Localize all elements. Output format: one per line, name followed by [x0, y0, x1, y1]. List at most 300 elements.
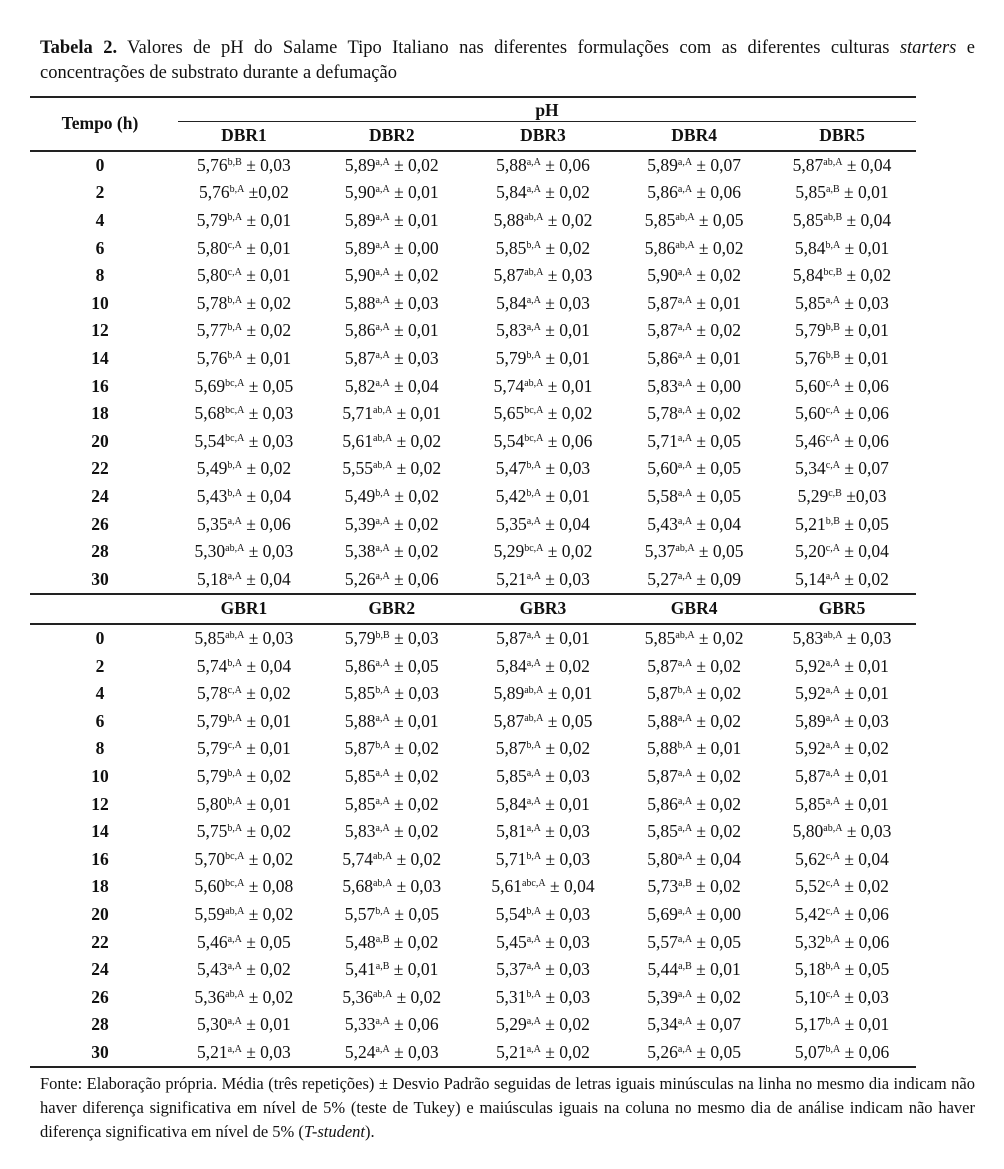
table-row	[30, 735, 916, 763]
ph-value-cell	[466, 845, 621, 873]
mean-value: 5,90	[344, 182, 376, 203]
significance-letters: b,A	[375, 488, 390, 500]
significance-letters: ab,A	[524, 712, 544, 724]
mean-value: 5,80	[197, 265, 228, 286]
std-deviation: ± 0,03	[545, 292, 590, 313]
time-cell: 26	[91, 513, 109, 534]
mean-value: 5,88	[496, 154, 527, 175]
std-deviation: ± 0,02	[547, 210, 593, 231]
ph-value-cell	[620, 735, 768, 763]
std-deviation: ± 0,02	[394, 793, 439, 814]
time-cell: 18	[91, 403, 109, 424]
ph-value-cell	[170, 510, 318, 538]
ph-value-cell	[318, 983, 466, 1011]
ph-value-cell	[620, 345, 768, 373]
mean-value: 5,54	[194, 430, 226, 451]
std-deviation: ± 0,04	[246, 568, 291, 589]
std-deviation: ± 0,01	[396, 403, 442, 424]
mean-value: 5,88	[344, 710, 376, 731]
ph-value-cell	[170, 538, 318, 566]
ph-value-cell	[768, 179, 916, 207]
significance-letters: b,A	[227, 212, 243, 224]
std-deviation: ± 0,01	[246, 710, 292, 731]
std-deviation: ± 0,02	[248, 848, 294, 869]
ph-value-cell	[318, 151, 466, 180]
significance-letters: bc,A	[524, 543, 544, 555]
ph-value-cell	[466, 290, 621, 318]
mean-value: 5,76	[196, 348, 228, 369]
ph-value-cell	[768, 901, 916, 929]
significance-letters: ab,A	[675, 239, 695, 251]
mean-value: 5,87	[344, 738, 376, 759]
ph-value-cell	[768, 400, 916, 428]
column-header-dbr3: DBR3	[520, 125, 566, 146]
mean-value: 5,42	[495, 486, 527, 507]
mean-value: 5,83	[496, 320, 527, 341]
ph-value-cell	[768, 956, 916, 984]
significance-letters: a,A	[526, 156, 541, 168]
ph-value-cell	[170, 624, 318, 653]
mean-value: 5,36	[342, 986, 374, 1007]
significance-letters: ab,A	[524, 685, 544, 697]
time-cell: 28	[91, 541, 109, 562]
ph-value-cell	[466, 680, 621, 708]
table-row	[30, 151, 916, 180]
mean-value: 5,29	[493, 541, 525, 562]
time-cell: 2	[95, 182, 105, 203]
ph-value-cell	[466, 400, 621, 428]
mean-value: 5,38	[344, 541, 376, 562]
footnote-text: Fonte: Elaboração própria. Média (três repetições) ± Desvio Padrão seguidas de letras iguais minúsculas na linha no mesmo dia indicam não haver diferença significativa em nível de 5% (teste de Tukey) e maiúsculas iguais na coluna no mesmo dia de análise indicam não haver diferença significativa em nível de 5% (	[40, 1074, 975, 1141]
significance-letters: c,A	[825, 460, 840, 472]
std-deviation: ± 0,04	[844, 541, 889, 562]
time-cell: 8	[95, 265, 105, 286]
ph-value-cell	[170, 928, 318, 956]
ph-value-cell	[466, 372, 621, 400]
ph-value-cell	[466, 207, 621, 235]
std-deviation: ± 0,01	[547, 683, 593, 704]
mean-value: 5,36	[194, 986, 226, 1007]
empty-header-cell	[30, 594, 170, 624]
column-header-gbr3: GBR3	[519, 598, 567, 619]
ph-value-cell	[466, 179, 621, 207]
mean-value: 5,85	[644, 210, 676, 231]
significance-letters: a,A	[375, 570, 390, 582]
mean-value: 5,60	[795, 375, 826, 396]
ph-value-cell	[620, 928, 768, 956]
std-deviation: ± 0,01	[844, 348, 889, 369]
mean-value: 5,87	[493, 265, 525, 286]
std-deviation: ± 0,01	[246, 1014, 291, 1035]
significance-letters: ab,A	[524, 267, 544, 279]
std-deviation: ± 0,01	[844, 182, 889, 203]
std-deviation: ± 0,04	[846, 210, 892, 231]
std-deviation: ±0,03	[846, 486, 887, 507]
std-deviation: ± 0,02	[394, 541, 439, 562]
gbr-header-section	[30, 594, 916, 624]
mean-value: 5,89	[647, 154, 678, 175]
mean-value: 5,21	[496, 568, 527, 589]
mean-value: 5,88	[647, 710, 678, 731]
std-deviation: ± 0,06	[844, 1041, 890, 1062]
significance-letters: b,A	[227, 294, 243, 306]
ph-value-cell	[620, 983, 768, 1011]
std-deviation: ± 0,01	[545, 320, 590, 341]
ph-value-cell	[620, 290, 768, 318]
mean-value: 5,85	[495, 237, 527, 258]
mean-value: 5,85	[795, 182, 827, 203]
significance-letters: a,A	[825, 685, 840, 697]
std-deviation: ± 0,02	[396, 458, 442, 479]
mean-value: 5,62	[795, 848, 826, 869]
std-deviation: ± 0,02	[844, 876, 889, 897]
mean-value: 5,37	[496, 959, 527, 980]
significance-letters: a,A	[526, 933, 541, 945]
mean-value: 5,74	[342, 848, 374, 869]
ph-value-cell	[318, 510, 466, 538]
ph-value-cell	[620, 624, 768, 653]
std-deviation: ± 0,04	[696, 513, 742, 534]
significance-letters: b,A	[229, 184, 245, 196]
table-row	[30, 566, 916, 595]
std-deviation: ± 0,04	[846, 154, 892, 175]
significance-letters: bc,A	[524, 405, 544, 417]
ph-value-cell	[170, 483, 318, 511]
std-deviation: ± 0,05	[696, 430, 742, 451]
ph-value-cell	[466, 1039, 621, 1068]
mean-value: 5,81	[496, 821, 527, 842]
mean-value: 5,46	[197, 931, 228, 952]
std-deviation: ± 0,02	[696, 986, 742, 1007]
ph-value-cell	[768, 790, 916, 818]
ph-value-cell	[466, 652, 621, 680]
significance-letters: a,A	[526, 657, 541, 669]
column-header-gbr4: GBR4	[670, 598, 718, 619]
footnote-text-end: ).	[365, 1122, 375, 1141]
ph-value-cell	[620, 790, 768, 818]
ph-value-cell	[170, 901, 318, 929]
std-deviation: ± 0,02	[246, 959, 291, 980]
ph-value-cell	[318, 928, 466, 956]
mean-value: 5,70	[194, 848, 226, 869]
table-row	[30, 873, 916, 901]
significance-letters: b,A	[227, 488, 243, 500]
ph-value-cell	[620, 179, 768, 207]
ph-value-cell	[318, 372, 466, 400]
significance-letters: b,A	[526, 350, 542, 362]
ph-value-cell	[466, 901, 621, 929]
significance-letters: b,A	[375, 905, 390, 917]
mean-value: 5,88	[344, 292, 376, 313]
std-deviation: ± 0,03	[844, 292, 889, 313]
mean-value: 5,86	[647, 793, 678, 814]
ph-value-cell	[620, 763, 768, 791]
std-deviation: ± 0,04	[246, 486, 292, 507]
ph-value-cell	[318, 901, 466, 929]
std-deviation: ± 0,03	[248, 430, 294, 451]
ph-value-cell	[768, 428, 916, 456]
significance-letters: a,A	[677, 570, 693, 582]
column-header-dbr5: DBR5	[819, 125, 865, 146]
significance-letters: b,B	[825, 322, 840, 334]
ph-value-cell	[318, 207, 466, 235]
ph-value-cell	[318, 845, 466, 873]
std-deviation: ± 0,02	[246, 320, 292, 341]
mean-value: 5,21	[496, 1041, 527, 1062]
std-deviation: ± 0,05	[844, 513, 889, 534]
std-deviation: ± 0,01	[394, 210, 439, 231]
ph-value-cell	[768, 707, 916, 735]
mean-value: 5,89	[344, 154, 376, 175]
mean-value: 5,87	[496, 627, 527, 648]
significance-letters: b,A	[227, 795, 243, 807]
table-row	[30, 680, 916, 708]
mean-value: 5,79	[495, 348, 527, 369]
table-row	[30, 1039, 916, 1068]
significance-letters: a,A	[677, 795, 693, 807]
ph-table	[30, 96, 916, 1068]
table-row	[30, 290, 916, 318]
significance-letters: b,A	[227, 350, 243, 362]
mean-value: 5,90	[647, 265, 678, 286]
significance-letters: a,A	[375, 712, 390, 724]
significance-letters: a,A	[375, 543, 390, 555]
std-deviation: ± 0,02	[696, 793, 742, 814]
mean-value: 5,92	[795, 655, 826, 676]
mean-value: 5,89	[344, 210, 376, 231]
ph-value-cell	[170, 151, 318, 180]
caption-text-end: e concentrações de substrato durante a defumação	[40, 38, 975, 83]
std-deviation: ± 0,06	[844, 931, 890, 952]
significance-letters: a,A	[677, 377, 693, 389]
time-cell: 20	[91, 903, 109, 924]
significance-letters: b,A	[227, 322, 243, 334]
significance-letters: a,A	[375, 212, 390, 224]
ph-value-cell	[318, 873, 466, 901]
mean-value: 5,17	[794, 1014, 826, 1035]
significance-letters: ab,A	[675, 212, 695, 224]
mean-value: 5,43	[196, 486, 228, 507]
std-deviation: ± 0,02	[394, 821, 439, 842]
ph-value-cell	[466, 538, 621, 566]
std-deviation: ± 0,01	[844, 793, 889, 814]
ph-value-cell	[620, 483, 768, 511]
ph-value-cell	[318, 483, 466, 511]
mean-value: 5,14	[795, 568, 826, 589]
std-deviation: ± 0,04	[844, 848, 889, 869]
mean-value: 5,86	[344, 655, 376, 676]
significance-letters: c,A	[825, 405, 840, 417]
std-deviation: ± 0,03	[248, 627, 294, 648]
std-deviation: ± 0,01	[844, 1014, 890, 1035]
significance-letters: a,A	[526, 184, 541, 196]
ph-value-cell	[466, 983, 621, 1011]
ph-value-cell	[620, 901, 768, 929]
mean-value: 5,43	[647, 513, 678, 534]
ph-value-cell	[170, 455, 318, 483]
ph-value-cell	[768, 538, 916, 566]
std-deviation: ± 0,01	[246, 738, 291, 759]
ph-value-cell	[466, 873, 621, 901]
significance-letters: a,A	[526, 294, 541, 306]
significance-letters: a,A	[677, 488, 693, 500]
time-cell: 22	[91, 458, 109, 479]
std-deviation: ± 0,01	[696, 959, 741, 980]
std-deviation: ± 0,05	[698, 541, 744, 562]
ph-value-cell	[620, 707, 768, 735]
table-row	[30, 956, 916, 984]
ph-value-cell	[620, 428, 768, 456]
ph-value-cell	[170, 317, 318, 345]
ph-value-cell	[318, 179, 466, 207]
ph-value-cell	[620, 455, 768, 483]
significance-letters: a,A	[375, 239, 390, 251]
time-cell: 10	[91, 765, 109, 786]
ph-value-cell	[170, 179, 318, 207]
significance-letters: b,A	[677, 740, 693, 752]
std-deviation: ± 0,03	[545, 986, 591, 1007]
table-row	[30, 928, 916, 956]
std-deviation: ± 0,03	[844, 986, 889, 1007]
std-deviation: ± 0,02	[545, 237, 591, 258]
dbr-section	[30, 151, 916, 595]
column-header-row	[30, 594, 916, 624]
mean-value: 5,54	[495, 903, 527, 924]
ph-value-cell	[318, 317, 466, 345]
column-header-dbr4: DBR4	[671, 125, 717, 146]
footnote-italic: T-student	[303, 1122, 366, 1141]
mean-value: 5,84	[496, 655, 527, 676]
significance-letters: bc,A	[225, 850, 245, 862]
mean-value: 5,79	[196, 765, 228, 786]
ph-value-cell	[620, 680, 768, 708]
std-deviation: ± 0,01	[246, 237, 291, 258]
std-deviation: ± 0,05	[394, 655, 439, 676]
mean-value: 5,69	[647, 903, 678, 924]
mean-value: 5,46	[795, 430, 826, 451]
mean-value: 5,80	[647, 848, 678, 869]
ph-value-cell	[768, 818, 916, 846]
std-deviation: ± 0,02	[696, 821, 742, 842]
significance-letters: c,A	[825, 432, 840, 444]
significance-letters: a,A	[677, 156, 693, 168]
std-deviation: ± 0,06	[545, 154, 590, 175]
time-cell: 10	[91, 292, 109, 313]
mean-value: 5,07	[794, 1041, 826, 1062]
table-footnote	[40, 1072, 975, 1144]
significance-letters: a,B	[375, 933, 390, 945]
mean-value: 5,42	[795, 903, 826, 924]
significance-letters: ab,A	[823, 823, 843, 835]
mean-value: 5,79	[196, 210, 228, 231]
mean-value: 5,82	[344, 375, 376, 396]
mean-value: 5,33	[344, 1014, 376, 1035]
ph-value-cell	[466, 735, 621, 763]
ph-value-cell	[318, 262, 466, 290]
table-row	[30, 179, 916, 207]
ph-value-cell	[620, 652, 768, 680]
std-deviation: ± 0,03	[846, 627, 892, 648]
significance-letters: b,A	[526, 905, 542, 917]
significance-letters: a,A	[825, 767, 840, 779]
significance-letters: a,A	[375, 322, 390, 334]
time-cell: 16	[91, 375, 109, 396]
mean-value: 5,84	[496, 182, 527, 203]
std-deviation: ± 0,02	[246, 821, 292, 842]
table-row	[30, 818, 916, 846]
mean-value: 5,31	[495, 986, 527, 1007]
std-deviation: ± 0,03	[545, 848, 591, 869]
std-deviation: ± 0,02	[696, 876, 741, 897]
significance-letters: a,B	[826, 184, 840, 196]
ph-value-cell	[620, 207, 768, 235]
std-deviation: ± 0,01	[545, 793, 590, 814]
ph-value-cell	[768, 928, 916, 956]
ph-value-cell	[170, 956, 318, 984]
std-deviation: ± 0,06	[246, 513, 291, 534]
ph-value-cell	[466, 510, 621, 538]
significance-letters: a,A	[677, 267, 693, 279]
time-cell: 24	[91, 486, 109, 507]
time-cell: 8	[95, 738, 105, 759]
mean-value: 5,87	[647, 655, 678, 676]
std-deviation: ± 0,03	[246, 154, 291, 175]
ph-value-cell	[768, 1011, 916, 1039]
std-deviation: ± 0,06	[394, 568, 439, 589]
ph-value-cell	[466, 818, 621, 846]
mean-value: 5,29	[496, 1014, 527, 1035]
mean-value: 5,34	[795, 458, 826, 479]
std-deviation: ± 0,03	[545, 903, 591, 924]
std-deviation: ± 0,01	[246, 265, 291, 286]
significance-letters: a,B	[375, 961, 390, 973]
std-deviation: ± 0,02	[696, 265, 742, 286]
std-deviation: ± 0,02	[545, 1041, 590, 1062]
time-cell: 22	[91, 931, 109, 952]
significance-letters: a,A	[375, 377, 390, 389]
significance-letters: c,A	[227, 685, 242, 697]
mean-value: 5,60	[795, 403, 826, 424]
ph-value-cell	[466, 763, 621, 791]
std-deviation: ± 0,03	[545, 959, 590, 980]
ph-value-cell	[170, 372, 318, 400]
significance-letters: ab,A	[524, 377, 544, 389]
std-deviation: ± 0,02	[698, 627, 744, 648]
mean-value: 5,85	[344, 683, 376, 704]
std-deviation: ± 0,03	[545, 931, 590, 952]
table-row	[30, 207, 916, 235]
caption-label: Tabela 2.	[40, 38, 118, 58]
ph-value-cell	[620, 845, 768, 873]
significance-letters: a,A	[526, 1016, 541, 1028]
std-deviation: ± 0,06	[696, 182, 742, 203]
ph-value-cell	[170, 652, 318, 680]
std-deviation: ± 0,01	[844, 320, 889, 341]
table-row	[30, 262, 916, 290]
std-deviation: ± 0,02	[545, 738, 591, 759]
ph-value-cell	[620, 400, 768, 428]
significance-letters: a,A	[375, 1043, 390, 1055]
mean-value: 5,79	[795, 320, 826, 341]
std-deviation: ± 0,03	[394, 627, 439, 648]
significance-letters: a,A	[677, 405, 693, 417]
std-deviation: ± 0,01	[246, 210, 292, 231]
std-deviation: ± 0,02	[393, 931, 439, 952]
std-deviation: ± 0,05	[696, 1041, 742, 1062]
std-deviation: ± 0,03	[248, 403, 294, 424]
significance-letters: c,A	[227, 740, 242, 752]
significance-letters: c,A	[825, 850, 840, 862]
